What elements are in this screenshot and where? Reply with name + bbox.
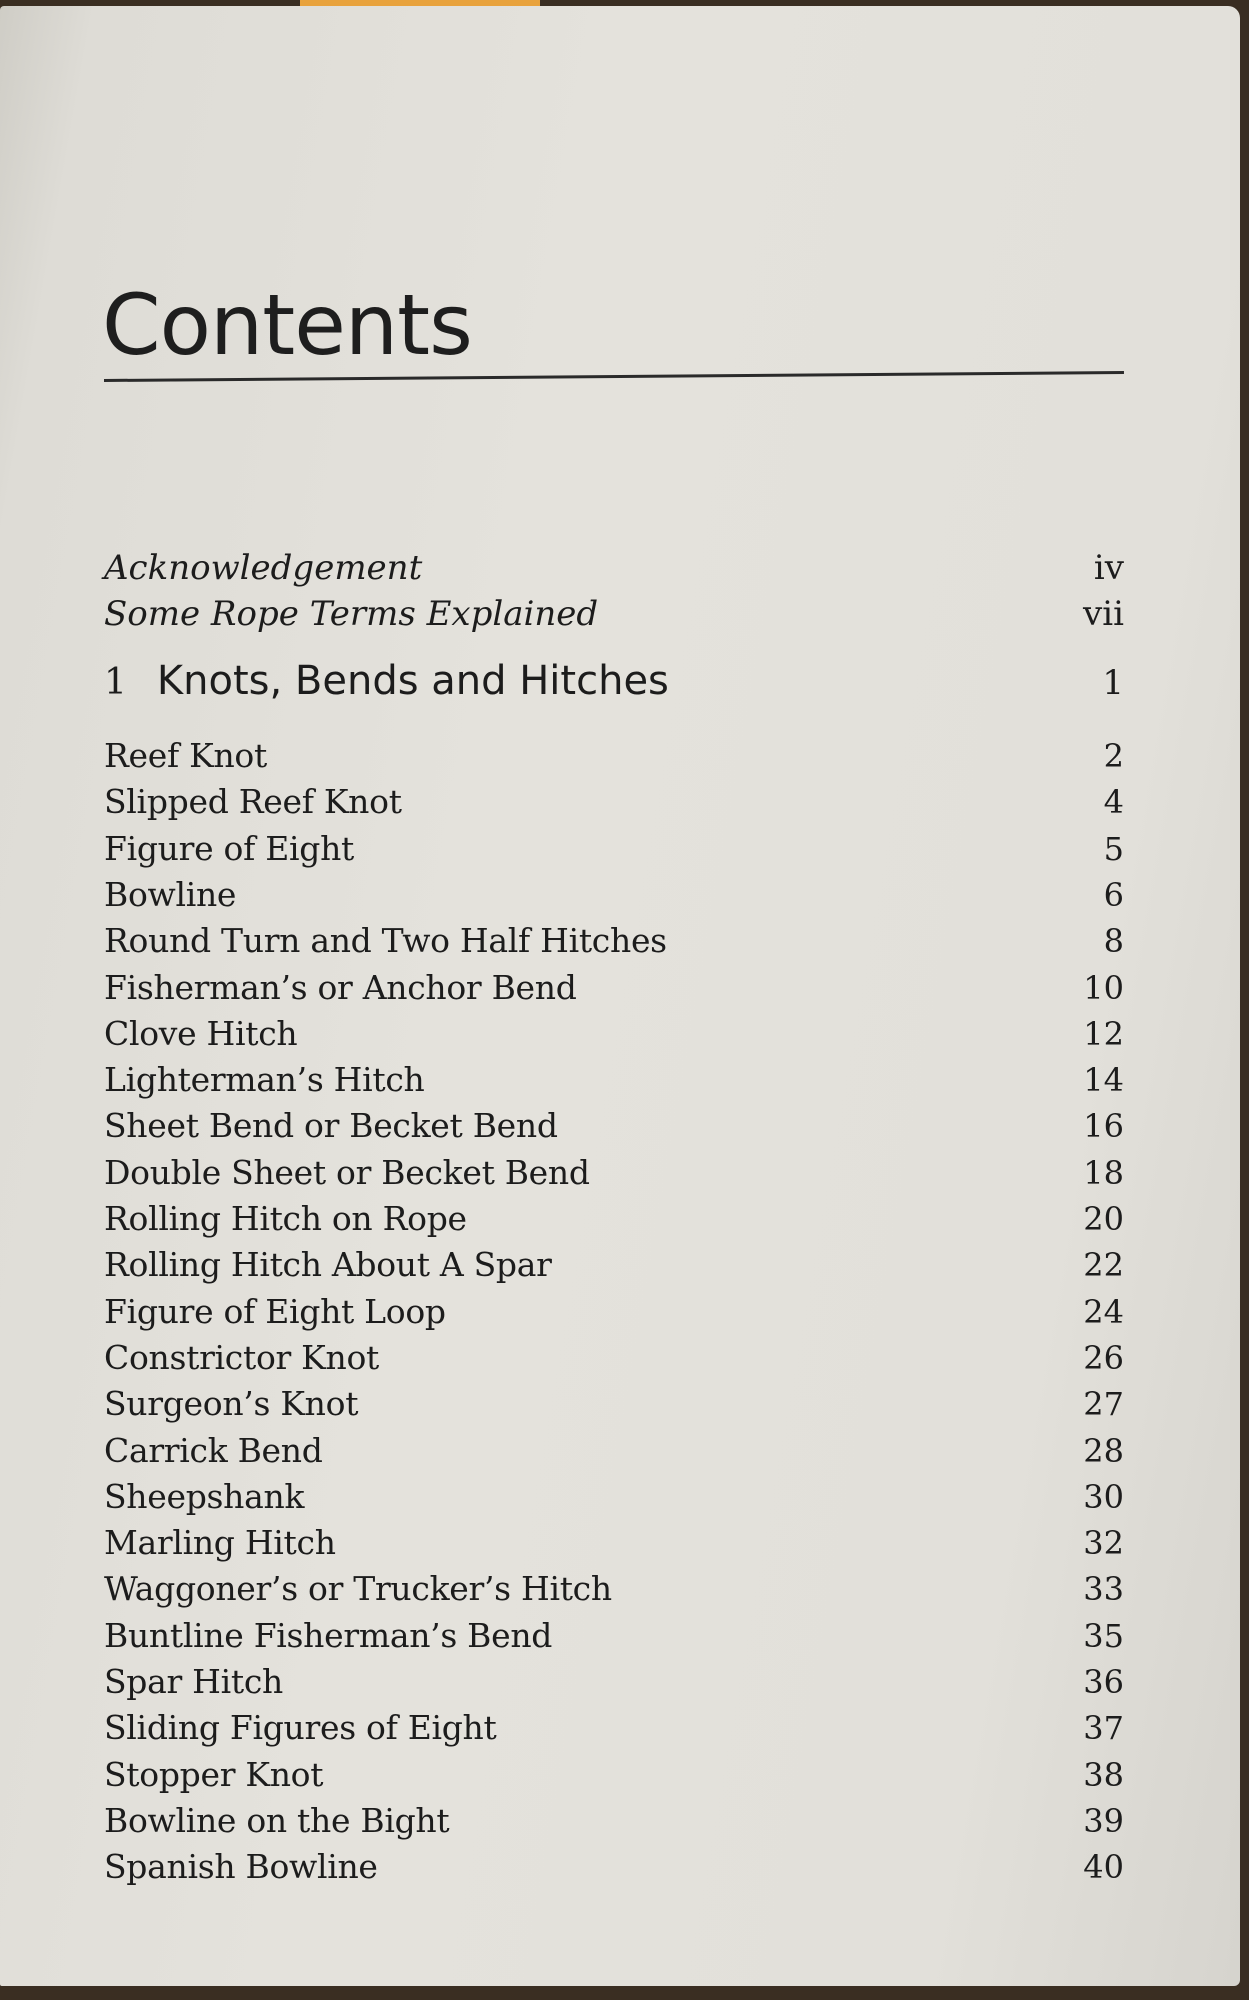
toc-page-number: iv [1093, 548, 1124, 588]
toc-entry-title: Stopper Knot [104, 1754, 324, 1794]
toc-page-number: 6 [1103, 875, 1124, 914]
toc-entry-row [104, 1477, 1124, 1516]
toc-page-number: 14 [1083, 1061, 1124, 1100]
toc-entry-row [104, 1153, 1124, 1192]
toc-page-number: 1 [1102, 663, 1124, 703]
toc-entry-title: Reef Knot [104, 736, 267, 775]
toc-entry-title: Carrick Bend [104, 1430, 323, 1470]
toc-entry-row [104, 1523, 1124, 1562]
toc-entry-title: Constrictor Knot [104, 1337, 380, 1377]
toc-page-number: 18 [1083, 1153, 1124, 1192]
toc-entry-title: Spar Hitch [104, 1662, 283, 1701]
toc-page-number: 24 [1083, 1292, 1124, 1331]
toc-page-number: 37 [1083, 1709, 1124, 1748]
toc-page-number: 36 [1083, 1663, 1124, 1701]
toc-entry-title: Slipped Reef Knot [104, 782, 402, 822]
toc-entry-row [104, 1847, 1124, 1886]
toc-entry-title: Double Sheet or Becket Bend [104, 1152, 590, 1192]
toc-entry-row [104, 1662, 1124, 1701]
toc-page-number: 4 [1103, 783, 1124, 822]
toc-entry-row [104, 1431, 1124, 1470]
toc-entry-title: Rolling Hitch on Rope [104, 1199, 467, 1238]
toc-entry-title: Sheepshank [104, 1476, 305, 1516]
toc-entry-title: Lighterman’s Hitch [104, 1060, 425, 1100]
toc-entry-row [104, 1708, 1124, 1747]
toc-entry-title: Bowline on the Bight [104, 1800, 450, 1840]
toc-entry-title: Sliding Figures of Eight [104, 1708, 497, 1748]
toc-page-number: 32 [1083, 1524, 1124, 1563]
toc-page-number: 28 [1083, 1431, 1124, 1470]
toc-page-number: 8 [1103, 922, 1124, 961]
toc-page-number: 2 [1103, 737, 1124, 775]
toc-chapter-row [104, 658, 1124, 704]
toc-entry-row [104, 782, 1124, 821]
toc-entry-row [104, 1616, 1124, 1655]
book-page [0, 6, 1240, 1986]
toc-entry-title: Surgeon’s Knot [104, 1384, 359, 1424]
toc-entry-row [104, 1292, 1124, 1331]
toc-page-number: 20 [1083, 1200, 1124, 1238]
toc-entry-row [104, 736, 1124, 775]
toc-entry-row [104, 1755, 1124, 1794]
toc-page-number: 5 [1103, 829, 1124, 868]
toc-page-number: 16 [1083, 1107, 1124, 1146]
toc-entry-row [104, 1060, 1124, 1099]
toc-entry-row [104, 1199, 1124, 1238]
chapter-number: 1 [104, 662, 127, 703]
toc-page-number: 26 [1083, 1338, 1124, 1377]
toc-page-number: 30 [1083, 1477, 1124, 1516]
toc-entry-row [104, 1569, 1124, 1608]
toc-page-number: 10 [1083, 968, 1124, 1007]
toc-page-number: 27 [1083, 1385, 1124, 1424]
chapter-title: Knots, Bends and Hitches [156, 658, 669, 704]
toc-entry-row [104, 968, 1124, 1007]
toc-entry-title: Spanish Bowline [104, 1847, 378, 1887]
toc-page-number: 38 [1083, 1755, 1124, 1794]
toc-entry-row [104, 1106, 1124, 1145]
toc-page-number: 40 [1083, 1848, 1124, 1887]
toc-entry-row [104, 1014, 1124, 1053]
toc-front-matter-row [104, 594, 1124, 634]
toc-page-number: 39 [1083, 1801, 1124, 1840]
toc-entry-row [104, 1801, 1124, 1840]
toc-entry-row [104, 875, 1124, 914]
toc-entry-title: Figure of Eight Loop [104, 1291, 446, 1331]
toc-entry-title: Figure of Eight [104, 828, 354, 868]
toc-entry-title: Sheet Bend or Becket Bend [104, 1106, 558, 1146]
page-title: Contents [102, 276, 472, 374]
chapter-heading [104, 658, 669, 704]
toc-entry-title: Rolling Hitch About A Spar [104, 1245, 552, 1285]
toc-page-number: vii [1083, 594, 1124, 634]
toc-page-number: 12 [1083, 1014, 1124, 1053]
toc-entry-row [104, 1338, 1124, 1377]
toc-entry-title: Acknowledgement [104, 548, 423, 588]
toc-entry-row [104, 1384, 1124, 1423]
toc-entry-title: Fisherman’s or Anchor Bend [104, 967, 577, 1007]
toc-entry-title: Buntline Fisherman’s Bend [104, 1615, 553, 1655]
toc-front-matter-row [104, 548, 1124, 588]
toc-entry-row [104, 1245, 1124, 1284]
toc-entry-title: Marling Hitch [104, 1523, 336, 1563]
toc-page-number: 22 [1083, 1246, 1124, 1285]
toc-entry-title: Bowline [104, 874, 237, 914]
toc-entry-title: Clove Hitch [104, 1013, 298, 1053]
toc-page-number: 33 [1083, 1570, 1124, 1609]
toc-entry-row [104, 829, 1124, 868]
toc-page-number: 35 [1083, 1616, 1124, 1655]
toc-entry-title: Round Turn and Two Half Hitches [104, 921, 667, 961]
toc-entry-row [104, 921, 1124, 960]
toc-entry-title: Some Rope Terms Explained [104, 594, 599, 634]
toc-entry-title: Waggoner’s or Trucker’s Hitch [104, 1569, 612, 1609]
